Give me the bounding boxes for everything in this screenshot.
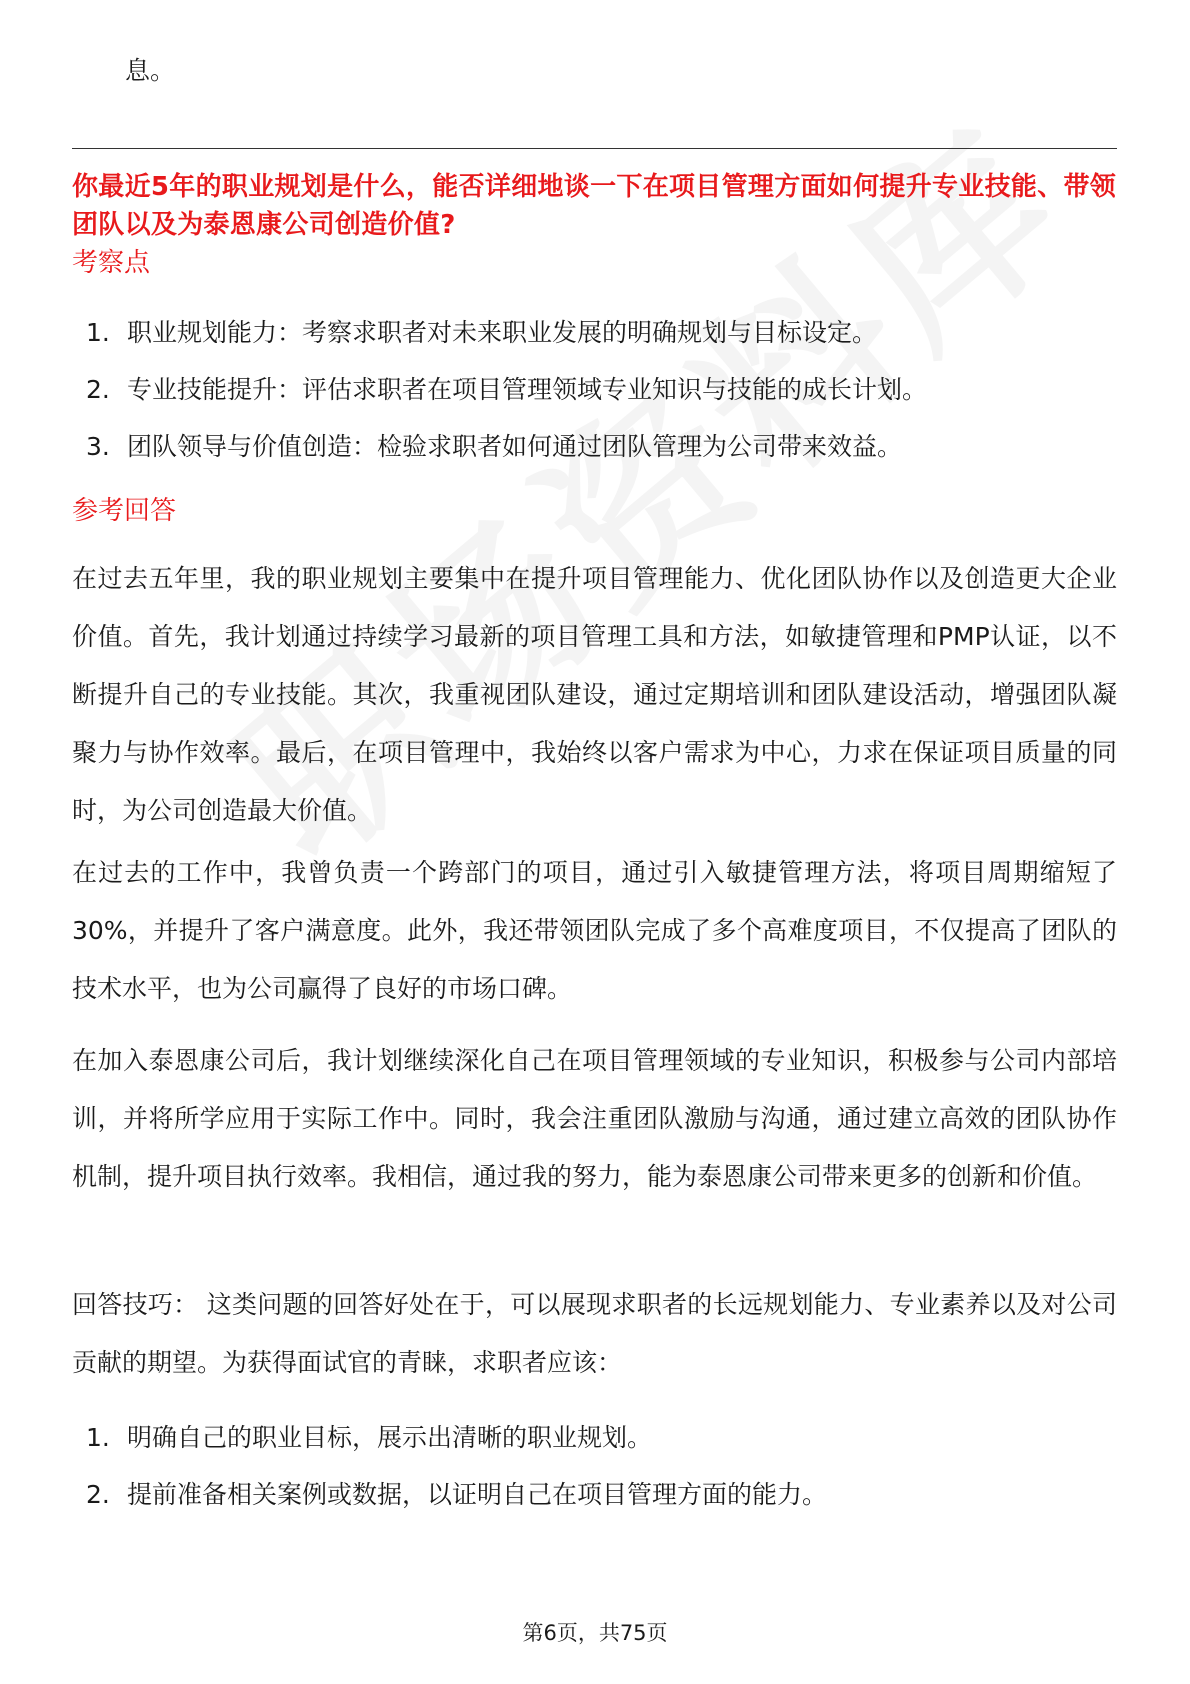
exam-points-list bbox=[72, 314, 1117, 485]
list-number: 1. bbox=[86, 318, 110, 347]
reference-answer-heading: 参考回答 bbox=[72, 496, 177, 526]
interview-question: 你最近5年的职业规划是什么，能否详细地谈一下在项目管理方面如何提升专业技能、带领团队以及为泰恩康公司创造价值? bbox=[72, 172, 1117, 240]
list-number: 1. bbox=[86, 1423, 110, 1452]
list-item bbox=[72, 1476, 1117, 1514]
list-item bbox=[72, 428, 1117, 466]
list-item bbox=[72, 371, 1117, 409]
previous-text-fragment: 息。 bbox=[125, 56, 176, 85]
list-item-text: 团队领导与价值创造：检验求职者如何通过团队管理为公司带来效益。 bbox=[127, 432, 903, 461]
page-footer: 第6页，共75页 bbox=[522, 1621, 668, 1645]
list-number: 2. bbox=[86, 1480, 110, 1509]
list-item-text: 明确自己的职业目标，展示出清晰的职业规划。 bbox=[127, 1423, 653, 1452]
answer-paragraph: 在过去的工作中，我曾负责一个跨部门的项目，通过引入敏捷管理方法，将项目周期缩短了30%，并提升了客户满意度。此外，我还带领团队完成了多个高难度项目，不仅提高了团队的技术水平，也为公司赢得了良好的市场口碑。 bbox=[72, 858, 1117, 1003]
tips-list bbox=[72, 1419, 1117, 1533]
list-item bbox=[72, 1419, 1117, 1457]
list-item-text: 职业规划能力：考察求职者对未来职业发展的明确规划与目标设定。 bbox=[127, 318, 878, 347]
list-number: 3. bbox=[86, 432, 110, 461]
list-item-text: 提前准备相关案例或数据，以证明自己在项目管理方面的能力。 bbox=[127, 1480, 828, 1509]
list-item-text: 专业技能提升：评估求职者在项目管理领域专业知识与技能的成长计划。 bbox=[127, 375, 928, 404]
exam-points-heading: 考察点 bbox=[72, 248, 151, 278]
answer-tips-intro: 回答技巧： 这类问题的回答好处在于，可以展现求职者的长远规划能力、专业素养以及对公司贡献的期望。为获得面试官的青睐，求职者应该： bbox=[72, 1290, 1117, 1377]
answer-paragraph: 在加入泰恩康公司后，我计划继续深化自己在项目管理领域的专业知识，积极参与公司内部培训，并将所学应用于实际工作中。同时，我会注重团队激励与沟通，通过建立高效的团队协作机制，提升项目执行效率。我相信，通过我的努力，能为泰恩康公司带来更多的创新和价值。 bbox=[72, 1046, 1117, 1191]
list-number: 2. bbox=[86, 375, 110, 404]
section-divider bbox=[72, 148, 1117, 149]
answer-paragraph: 在过去五年里，我的职业规划主要集中在提升项目管理能力、优化团队协作以及创造更大企业价值。首先，我计划通过持续学习最新的项目管理工具和方法，如敏捷管理和PMP认证，以不断提升自己的专业技能。其次，我重视团队建设，通过定期培训和团队建设活动，增强团队凝聚力与协作效率。最后，在项目管理中，我始终以客户需求为中心，力求在保证项目质量的同时，为公司创造最大价值。 bbox=[72, 564, 1117, 825]
list-item bbox=[72, 314, 1117, 352]
